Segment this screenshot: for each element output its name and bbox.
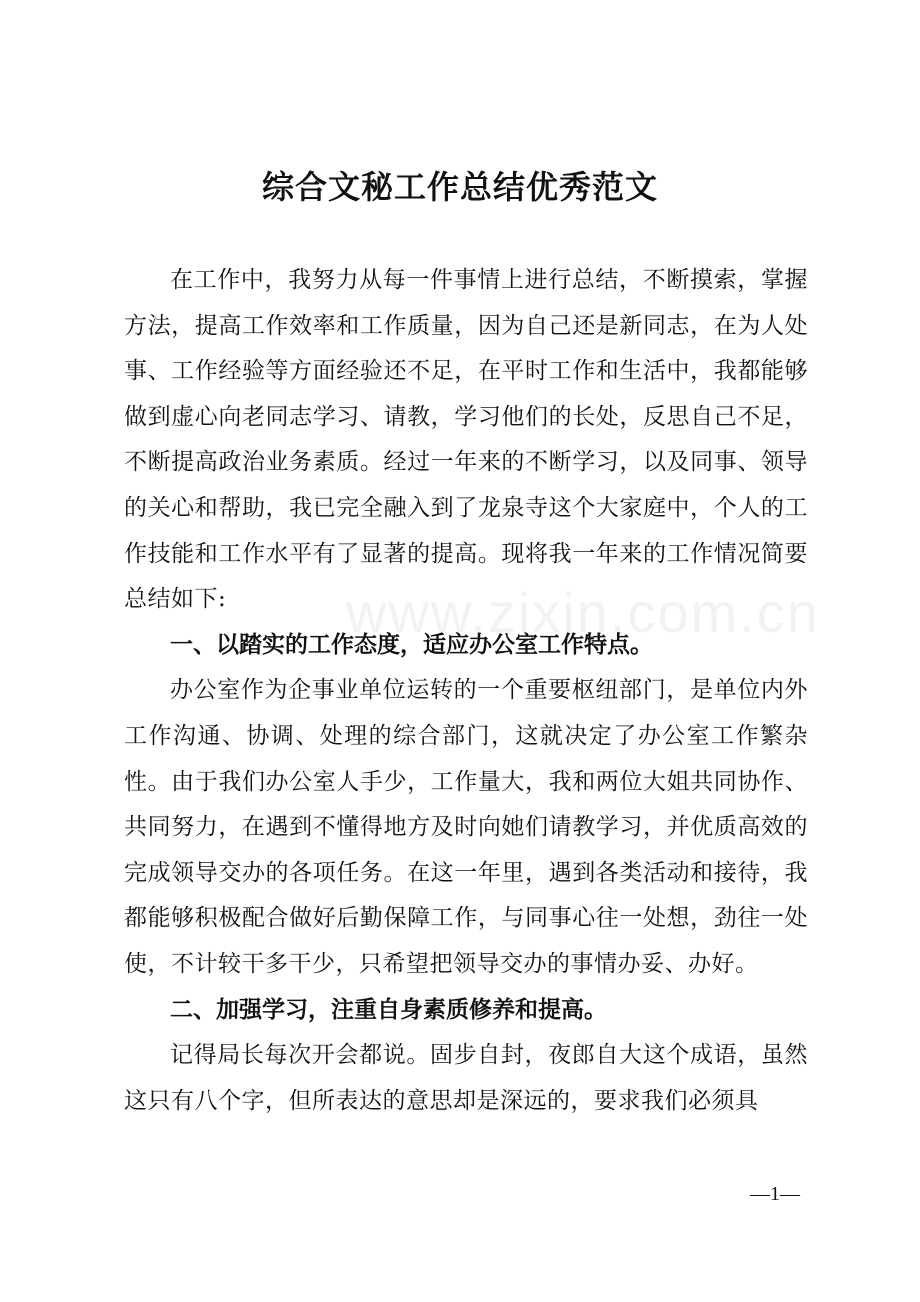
section-1-paragraph: 办公室作为企事业单位运转的一个重要枢纽部门，是单位内外工作沟通、协调、处理的综合部门，这就决定了办公室工作繁杂性。由于我们办公室人手少，工作量大，我和两位大姐共同协作、共同努力，在遇到不懂得地方及时向她们请教学习，并优质高效的完成领导交办的各项任务。在这一年里，遇到各类活动和接待，我都能够积极配合做好后勤保障工作，与同事心往一处想，劲往一处使，不计较干多干少，只希望把领导交办的事情办妥、办好。: [124, 677, 808, 977]
section-2-heading: 二、加强学习，注重自身素质修养和提高。: [170, 996, 607, 1023]
document-body: [124, 258, 808, 1124]
intro-paragraph: 在工作中，我努力从每一件事情上进行总结，不断摸索，掌握方法，提高工作效率和工作质量，因为自己还是新同志，在为人处事、工作经验等方面经验还不足，在平时工作和生活中，我都能够做到虚心向老同志学习、请教，学习他们的长处，反思自己不足，不断提高政治业务素质。经过一年来的不断学习，以及同事、领导的关心和帮助，我已完全融入到了龙泉寺这个大家庭中，个人的工作技能和工作水平有了显著的提高。现将我一年来的工作情况简要总结如下:: [124, 267, 808, 613]
page-number: —1—: [750, 1183, 800, 1205]
watermark: www.zixin.com.cn: [346, 581, 820, 644]
section-1-heading: 一、以踏实的工作态度，适应办公室工作特点。: [170, 631, 653, 658]
section-2-paragraph: 记得局长每次开会都说。固步自封，夜郎自大这个成语，虽然这只有八个字，但所表达的意思却是深远的，要求我们必须具: [124, 1042, 808, 1114]
document-title: 综合文秘工作总结优秀范文: [261, 168, 658, 206]
